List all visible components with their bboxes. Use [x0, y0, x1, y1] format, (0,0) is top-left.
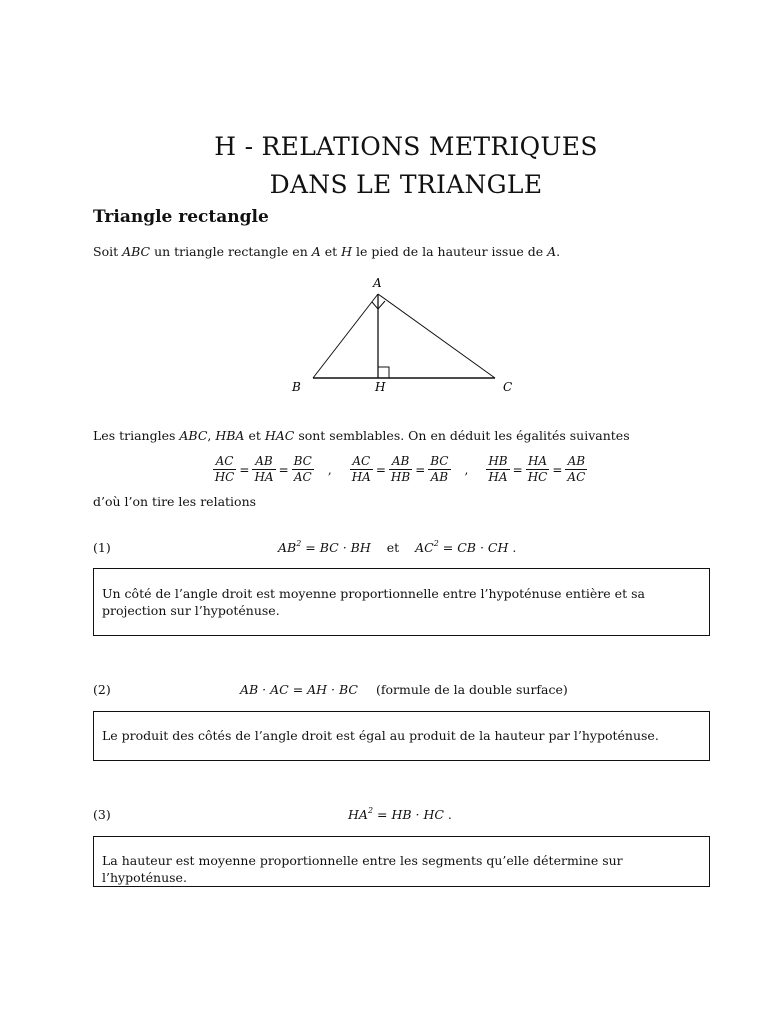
relation-2-statement-box	[93, 711, 710, 761]
ratio-fraction: $\frac{HB}{HA}$	[488, 454, 508, 484]
intro-abc: ABC	[122, 244, 151, 259]
equation-2: AB · AC = AH · BC (formule de la double surface)	[240, 682, 568, 697]
ratio-separator: ,	[327, 462, 332, 477]
similar-sep: ,	[207, 428, 216, 443]
intro-text-5: .	[556, 244, 561, 259]
similar-text-3: sont semblables. On en déduit les égalités suivantes	[294, 428, 630, 443]
ratio-fraction: $\frac{AB}{HB}$	[390, 454, 411, 484]
relation-1-statement: Un côté de l’angle droit est moyenne proportionnelle entre l’hypoténuse entière et sa projection sur l’hypoténuse.	[102, 586, 645, 618]
similar-text-1: Les triangles	[93, 428, 180, 443]
equals-sign: =	[278, 462, 289, 477]
similar-text-2: et	[244, 428, 265, 443]
ratio-fraction: $\frac{AB}{AC}$	[567, 454, 586, 484]
page-title-line1: H - RELATIONS METRIQUES	[214, 132, 598, 161]
ratio-fraction: $\frac{BC}{AB}$	[430, 454, 449, 484]
equation-number-2: (2)	[93, 682, 111, 697]
similar-t1: ABC	[179, 428, 208, 443]
relation-2-statement: Le produit des côtés de l’angle droit est égal au produit de la hauteur par l’hypoténuse.	[102, 728, 659, 743]
relations-intro: d’où l’on tire les relations	[93, 494, 257, 509]
equation-number-3: (3)	[93, 807, 111, 822]
relation-3-statement: La hauteur est moyenne proportionnelle entre les segments qu’elle détermine sur l’hypoténuse.	[102, 853, 623, 885]
similar-t2: HBA	[215, 428, 245, 443]
label-a: A	[373, 276, 382, 290]
relation-1-statement-box	[93, 568, 710, 636]
equation-3: $HA^2$ = HB · HC .	[348, 806, 452, 822]
label-h: H	[375, 380, 386, 394]
section-heading: Triangle rectangle	[93, 207, 269, 227]
similar-paragraph	[93, 428, 630, 443]
equation-number-1: (1)	[93, 540, 111, 555]
equals-sign: =	[375, 462, 386, 477]
intro-a2: A	[547, 244, 557, 259]
intro-paragraph	[93, 244, 560, 259]
intro-a: A	[311, 244, 321, 259]
triangle-figure	[280, 272, 530, 402]
ratio-fraction: $\frac{BC}{AC}$	[293, 454, 312, 484]
equals-sign: =	[415, 462, 426, 477]
equation-2-note: (formule de la double surface)	[375, 682, 568, 697]
ratio-fraction: $\frac{HA}{HC}$	[527, 454, 548, 484]
intro-text-1: Soit	[93, 244, 123, 259]
ratio-fraction: $\frac{AC}{HC}$	[214, 454, 235, 484]
ratio-separator: ,	[464, 462, 469, 477]
similar-t3: HAC	[264, 428, 295, 443]
side-ab	[313, 294, 378, 378]
equals-sign: =	[239, 462, 250, 477]
page-title-line2: DANS LE TRIANGLE	[269, 170, 543, 199]
intro-text-4: le pied de la hauteur issue de	[352, 244, 548, 259]
right-angle-mark-h	[378, 367, 389, 378]
side-ac	[378, 294, 495, 378]
ratio-equalities	[0, 454, 768, 485]
equals-sign: =	[552, 462, 563, 477]
intro-text-3: et	[320, 244, 342, 259]
ratio-fraction: $\frac{AC}{HA}$	[351, 454, 371, 484]
ratio-fraction: $\frac{AB}{HA}$	[254, 454, 274, 484]
equation-1: $AB^2$ = BC · BH et $AC^2$ = CB · CH .	[278, 539, 517, 555]
equation-1-connector: et	[386, 540, 400, 555]
equals-sign: =	[512, 462, 523, 477]
intro-h: H	[341, 244, 353, 259]
relation-3-statement-box	[93, 836, 710, 887]
intro-text-2: un triangle rectangle en	[150, 244, 312, 259]
label-c: C	[503, 380, 513, 394]
label-b: B	[292, 380, 301, 394]
